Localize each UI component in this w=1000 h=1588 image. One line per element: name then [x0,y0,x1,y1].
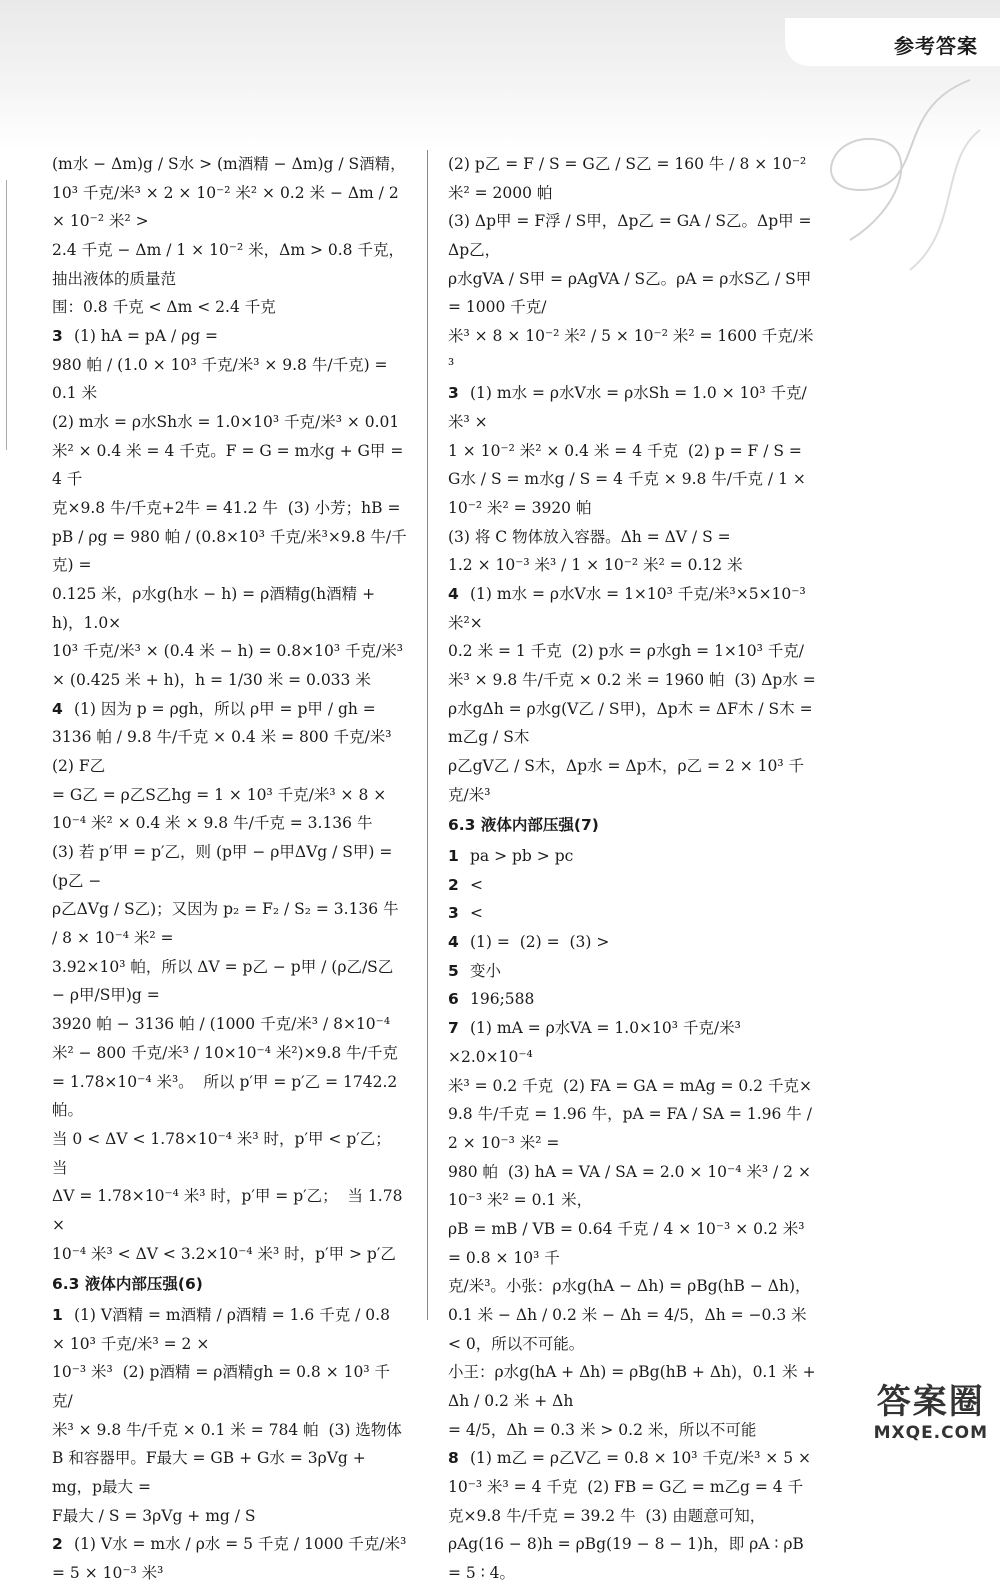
right-column [448,150,821,1588]
answer-line: ΔV = 1.78×10⁻⁴ 米³ 时，p′甲 = p′乙； 当 1.78 × [52,1187,408,1234]
answer-continued [448,150,818,379]
answer-line: (3) Δp甲 = F浮 / S甲，Δp乙 = GA / S乙。Δp甲 = Δp乙， [448,212,817,260]
answer-line: (1) V酒精 = m酒精 / ρ酒精 = 1.6 千克 / 0.8 × 10³ 千克/米³ = 2 × [52,1305,395,1353]
column-divider [427,150,428,1320]
answer-number: 3 [448,384,459,403]
answer-line: 1 × 10⁻² 米² × 0.4 米 = 4 千克 (2) p = F / S = [448,441,802,460]
answer-line: 10⁻⁴ 米² × 0.4 米 × 9.8 牛/千克 = 3.136 牛 [52,814,373,833]
answer-line: ρAg(16 − 8)h = ρBg(19 − 8 − 1)h，即 ρA ∶ ρB = 5 ∶ 4。 [448,1535,809,1582]
answer-line: (1) 因为 p = ρgh，所以 ρ甲 = p甲 / gh = [74,699,376,718]
answer-line: (1) m水 = ρ水V水 = ρ水Sh = 1.0 × 10³ 千克/米³ × [448,384,807,432]
left-column [52,150,412,1588]
answer-line: 小王：ρ水g(hA + Δh) = ρBg(hB + Δh)，0.1 米 + Δh / 0.2 米 + Δh [448,1363,821,1410]
answer-line: (m水 − Δm)g / S水 > (m酒精 − Δm)g / S酒精， [52,155,406,173]
answer-3 [448,379,818,580]
section6-answer-1 [52,1301,407,1530]
watermark-logo [874,1374,988,1443]
answer-number: 3 [448,904,459,923]
answer-number: 5 [448,961,459,980]
answer-line: F最大 / S = 3ρVg + mg / S [52,1506,256,1525]
section7-answer-7 [448,1014,821,1444]
answer-number: 7 [448,1019,459,1038]
answer-4 [448,580,818,809]
answer-line: 当 0 < ΔV < 1.78×10⁻⁴ 米³ 时，p′甲 < p′乙； 当 [52,1129,401,1177]
answer-line: 980 帕 (3) hA = VA / SA = 2.0 × 10⁻⁴ 米³ / 2 × 10⁻³ 米² = 0.1 米， [448,1162,816,1210]
answer-line: (3) 若 p′甲 = p′乙，则 (p甲 − ρ甲ΔVg / S甲) = (p乙 − [52,843,398,890]
section-heading: 6.3 液体内部压强(6) [52,1275,203,1294]
answer-number: 2 [448,875,459,894]
answer-line: 围：0.8 千克 < Δm < 2.4 千克 [52,298,276,317]
answer-line: ρ乙ΔVg / S乙)；又因为 p₂ = F₂ / S₂ = 3.136 牛 / 8 × 10⁻⁴ 米² = [52,900,404,948]
answer-line: (1) V水 = m水 / ρ水 = 5 千克 / 1000 千克/米³ = 5 × 10⁻³ 米³ [52,1535,412,1582]
answer-line: 10⁻³ 米³ (2) p酒精 = ρ酒精gh = 0.8 × 10³ 千克/ [52,1363,390,1410]
answer-line: G水 / S = m水g / S = 4 千克 × 9.8 牛/千克 / 1 × 10⁻² 米² = 3920 帕 [448,470,811,518]
answer-line: 1.2 × 10⁻³ 米³ / 1 × 10⁻² 米² = 0.12 米 [448,556,743,575]
answer-number: 3 [52,327,63,346]
answer-4 [52,695,407,1268]
answer-line: (1) hA = pA / ρg = [74,327,219,346]
answer-line: × (0.425 米 + h)，h = 1/30 米 = 0.033 米 [52,671,371,690]
answer-number: 4 [448,933,459,952]
answer-number: 4 [52,699,63,718]
section7-short-answers [448,842,818,1014]
answer-line: B 和容器甲。F最大 = GB + G水 = 3ρVg + mg，p最大 = [52,1449,371,1496]
answer-text: 196;588 [470,990,535,1009]
answer-line: ρB = mB / VB = 0.64 千克 / 4 × 10⁻³ × 0.2 米³ = 0.8 × 10³ 千 [448,1219,810,1267]
answer-line: 米³ = 0.2 千克 (2) FA = GA = mAg = 0.2 千克× [448,1076,812,1095]
answer-line: = 1.78×10⁻⁴ 米³。 所以 p′甲 = p′乙 = 1742.2 帕。 [52,1072,403,1120]
section6-answer-2 [52,1530,412,1587]
answer-line: 米³ × 9.8 牛/千克 × 0.2 米 = 1960 帕 (3) Δp水 = [448,671,816,690]
answer-text: pa > pb > pc [470,847,574,866]
answer-line: 10⁻⁴ 米³ < ΔV < 3.2×10⁻⁴ 米³ 时，p′甲 > p′乙 [52,1244,396,1263]
section7-answer-8 [448,1444,818,1587]
answer-text: < [470,904,483,923]
answer-text: < [470,875,483,894]
answer-line: ρ水gΔh = ρ水g(V乙 / S甲)，Δp木 = ΔF木 / S木 = m乙g / S木 [448,699,818,747]
answer-line: 2.4 千克 − Δm / 1 × 10⁻² 米，Δm > 0.8 千克，抽出液体的质量范 [52,241,404,288]
answer-line: (1) m水 = ρ水V水 = 1×10³ 千克/米³×5×10⁻³ 米²× [448,585,811,632]
answer-line: 克×9.8 牛/千克+2牛 = 41.2 牛 (3) 小芳；hB = [52,499,401,518]
watermark-text: 答案圈 [876,1382,985,1422]
answer-line: 10⁻³ 米³ = 4 千克 (2) FB = G乙 = m乙g = 4 千 [448,1477,804,1496]
answer-number: 1 [52,1305,63,1324]
answer-number: 2 [52,1535,63,1554]
answer-line: 3.92×10³ 帕，所以 ΔV = p乙 − p甲 / (ρ乙/S乙 − ρ甲/S甲)g = [52,957,399,1005]
answer-line: 10³ 千克/米³ × 2 × 10⁻² 米² × 0.2 米 − Δm / 2 × 10⁻² 米² > [52,183,404,231]
answer-line: 米³ × 9.8 牛/千克 × 0.1 米 = 784 帕 (3) 选物体 [52,1420,402,1439]
answer-line: 3136 帕 / 9.8 牛/千克 × 0.4 米 = 800 千克/米³ (2) F乙 [52,728,402,776]
answer-line: 10³ 千克/米³ × (0.4 米 − h) = 0.8×10³ 千克/米³ [52,642,403,661]
answer-number: 1 [448,847,459,866]
answer-number: 8 [448,1449,459,1468]
answer-line: 3920 帕 − 3136 帕 / (1000 千克/米³ / 8×10⁻⁴ 米² − 800 千克/米³ / 10×10⁻⁴ 米²)×9.8 牛/千克 [52,1015,398,1062]
answer-line: (3) 将 C 物体放入容器。Δh = ΔV / S = [448,527,731,546]
answer-line: (2) m水 = ρ水Sh水 = 1.0×10³ 千克/米³ × 0.01 [52,413,400,432]
answer-line: (2) p乙 = F / S = G乙 / S乙 = 160 牛 / 8 × 10⁻² 米² = 2000 帕 [448,155,812,202]
page-title: 参考答案 [894,34,978,58]
answer-continued [52,150,407,322]
answer-number: 4 [448,585,459,604]
answer-line: 米² × 0.4 米 = 4 千克。F = G = m水g + G甲 = 4 千 [52,441,409,489]
answer-line: 0.1 米 − Δh / 0.2 米 − Δh = 4/5，Δh = −0.3 米 < 0，所以不可能。 [448,1305,812,1353]
answer-line: 克×9.8 牛/千克 = 39.2 牛 (3) 由题意可知， [448,1506,766,1525]
answer-line: 9.8 牛/千克 = 1.96 牛，pA = FA / SA = 1.96 牛 / 2 × 10⁻³ 米² = [448,1105,817,1152]
answer-line: pB / ρg = 980 帕 / (0.8×10³ 千克/米³×9.8 牛/千克) = [52,527,407,575]
answer-line: 米³ × 8 × 10⁻² 米² / 5 × 10⁻² 米² = 1600 千克/米³ [448,327,814,374]
answer-number: 6 [448,990,459,1009]
answer-line: 0.2 米 = 1 千克 (2) p水 = ρ水gh = 1×10³ 千克/ [448,642,805,661]
answer-text: (1) = (2) = (3) > [470,933,610,952]
answer-line: 980 帕 / (1.0 × 10³ 千克/米³ × 9.8 牛/千克) = 0.1 米 [52,355,393,403]
answer-line: ρ水gVA / S甲 = ρAgVA / S乙。ρA = ρ水S乙 / S甲 = 1000 千克/ [448,269,817,317]
answer-line: ρ乙gV乙 / S木，Δp水 = Δp木，ρ乙 = 2 × 10³ 千克/米³ [448,757,805,804]
answer-line: = G乙 = ρ乙S乙hg = 1 × 10³ 千克/米³ × 8 × [52,785,387,804]
answer-line: 0.125 米，ρ水g(h水 − h) = ρ酒精g(h酒精 + h)，1.0× [52,585,380,632]
watermark-url: MXQE.COM [873,1423,988,1443]
answer-line: = 4/5，Δh = 0.3 米 > 0.2 米，所以不可能 [448,1420,757,1439]
answer-line: (1) m乙 = ρ乙V乙 = 0.8 × 10³ 千克/米³ × 5 × [470,1449,811,1468]
answer-line: 克/米³。小张：ρ水g(hA − Δh) = ρBg(hB − Δh)， [448,1277,811,1296]
answer-3 [52,322,407,695]
page-edge-mark [0,180,7,450]
section-heading: 6.3 液体内部压强(7) [448,816,599,835]
answer-line: (1) mA = ρ水VA = 1.0×10³ 千克/米³ ×2.0×10⁻⁴ [448,1019,746,1066]
answer-text: 变小 [470,961,502,980]
